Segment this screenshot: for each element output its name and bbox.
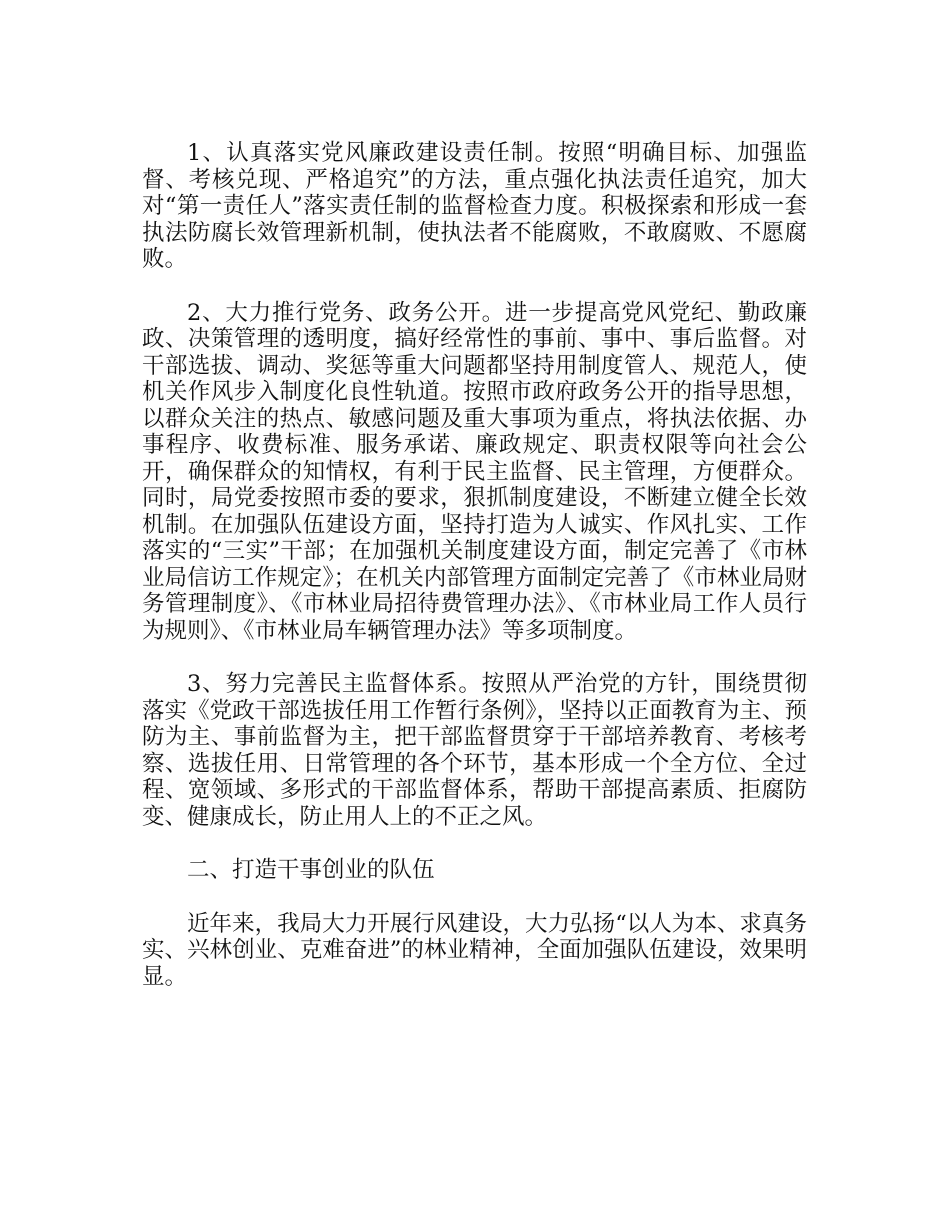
section-heading: 二、打造干事创业的队伍: [187, 857, 435, 883]
paragraph-democratic-supervision: 3、努力完善民主监督体系。按照从严治党的方针，围绕贯彻落实《党政干部选拔任用工作暂行条例》，坚持以正面教育为主、预防为主、事前监督为主，把干部监督贯穿于干部培养教育、考核考察、选拔任用、日常管理的各个环节，基本形成一个全方位、全过程、宽领域、多形式的干部监督体系，帮助干部提高素质、拒腐防变、健康成长，防止用人上的不正之风。: [142, 671, 807, 830]
paragraph-public-affairs: 2、大力推行党务、政务公开。进一步提高党风党纪、勤政廉政、决策管理的透明度，搞好经常性的事前、事中、事后监督。对干部选拔、调动、奖惩等重大问题都坚持用制度管人、规范人，使机关作风步入制度化良性轨道。按照市政府政务公开的指导思想，以群众关注的热点、敏感问题及重大事项为重点，将执法依据、办事程序、收费标准、服务承诺、廉政规定、职责权限等向社会公开，确保群众的知情权，有利于民主监督、民主管理，方便群众。同时，局党委按照市委的要求，狠抓制度建设，不断建立健全长效机制。在加强队伍建设方面，坚持打造为人诚实、作风扎实、工作落实的“三实”干部；在加强机关制度建设方面，制定完善了《市林业局信访工作规定》；在机关内部管理方面制定完善了《市林业局财务管理制度》、《市林业局招待费管理办法》、《市林业局工作人员行为规则》、《市林业局车辆管理办法》等多项制度。: [142, 299, 807, 644]
paragraph-team-building: 近年来，我局大力开展行风建设，大力弘扬“以人为本、求真务实、兴林创业、克难奋进”的林业精神，全面加强队伍建设，效果明显。: [142, 910, 807, 990]
paragraph-responsibility-system: 1、认真落实党风廉政建设责任制。按照“明确目标、加强监督、考核兑现、严格追究”的方法，重点强化执法责任追究，加大对“第一责任人”落实责任制的监督检查力度。积极探索和形成一套执法防腐长效管理新机制，使执法者不能腐败，不敢腐败、不愿腐败。: [142, 140, 807, 272]
document-page: [142, 140, 807, 1017]
